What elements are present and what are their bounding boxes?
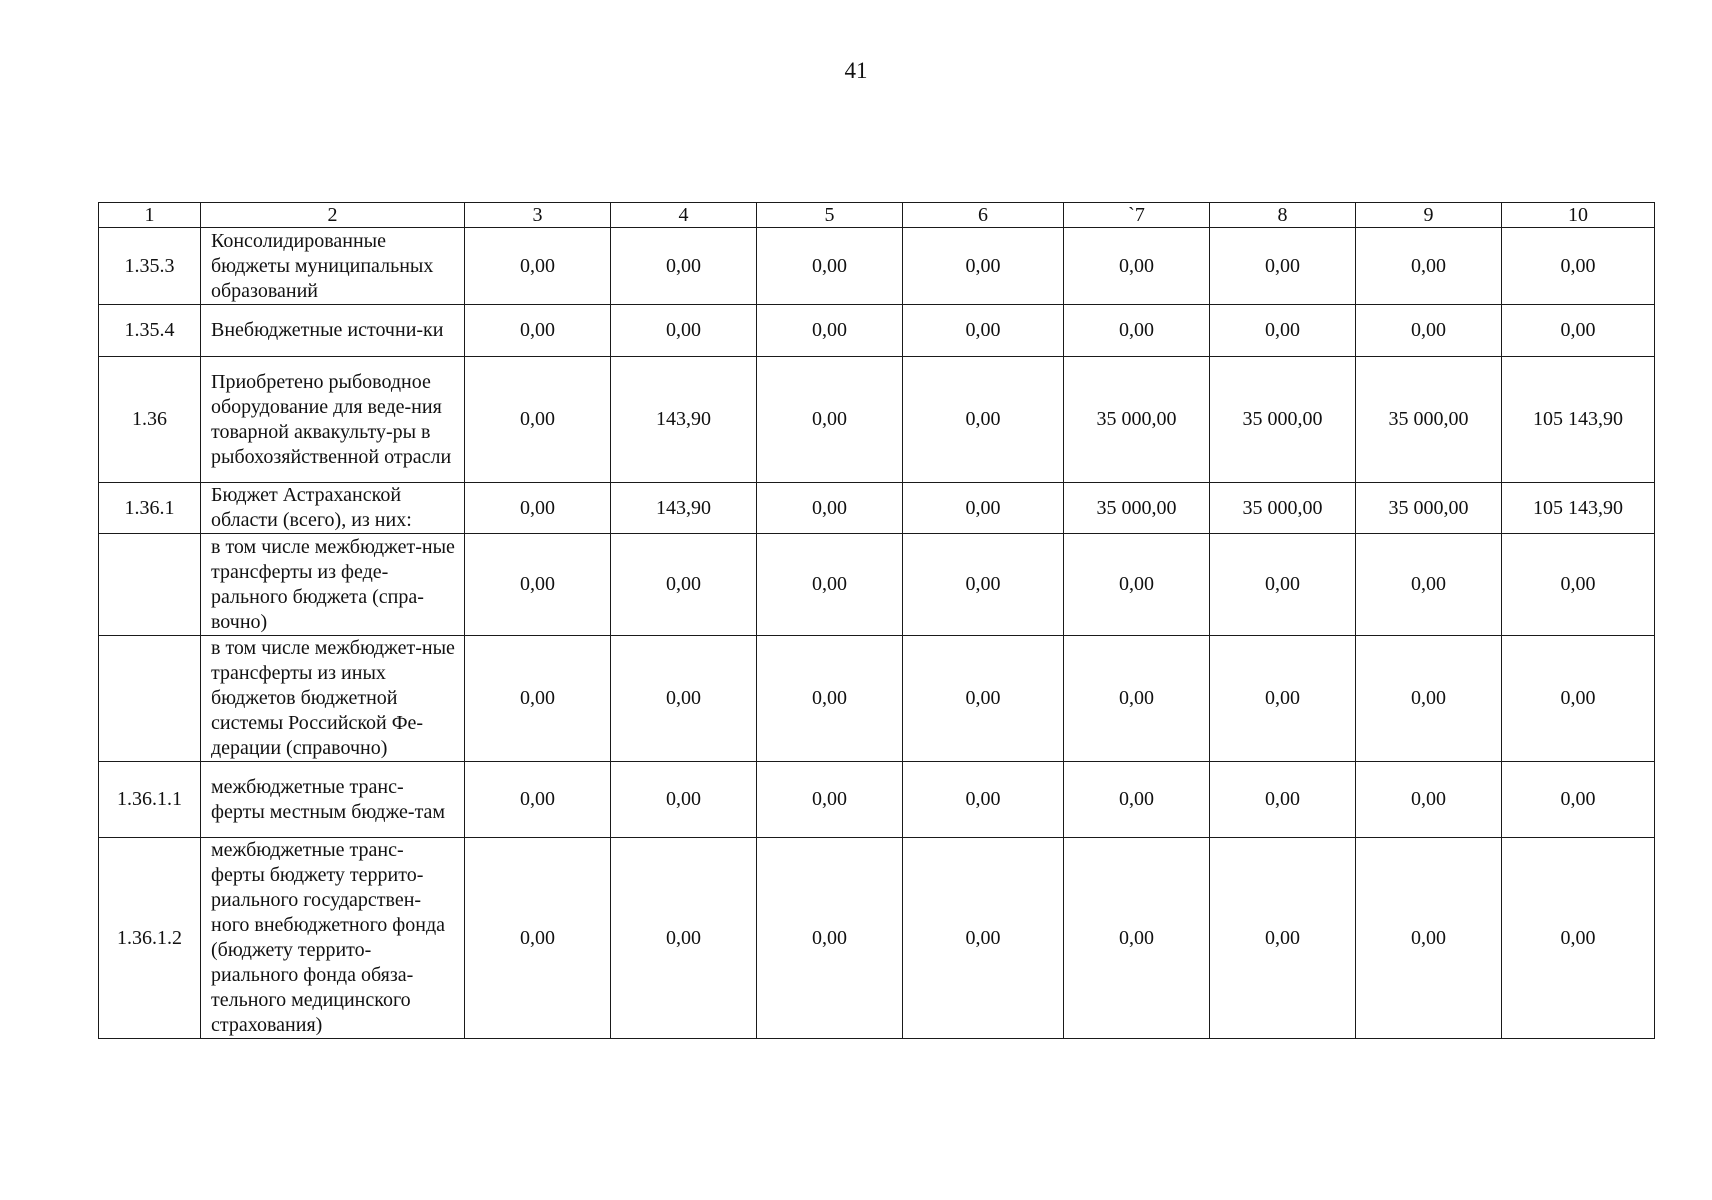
value-cell: 0,00: [1356, 838, 1502, 1039]
header-cell: 8: [1210, 203, 1356, 228]
table-row: [99, 534, 1655, 636]
header-cell: 5: [757, 203, 903, 228]
value-cell: 0,00: [465, 357, 611, 483]
value-cell: 0,00: [611, 636, 757, 762]
page-number: 41: [844, 58, 868, 83]
value-cell: 0,00: [1064, 305, 1210, 357]
row-name: Внебюджетные источни-ки: [201, 305, 465, 357]
value-cell: 0,00: [757, 636, 903, 762]
value-cell: 0,00: [611, 305, 757, 357]
value-cell: 35 000,00: [1064, 357, 1210, 483]
table-row: [99, 483, 1655, 534]
header-cell: 6: [903, 203, 1064, 228]
table-row: [99, 636, 1655, 762]
value-cell: 0,00: [465, 305, 611, 357]
header-cell: 10: [1502, 203, 1655, 228]
header-cell: 3: [465, 203, 611, 228]
value-cell: 0,00: [903, 305, 1064, 357]
value-cell: 0,00: [1064, 838, 1210, 1039]
table-row: [99, 305, 1655, 357]
header-cell: 1: [99, 203, 201, 228]
row-code: [99, 534, 201, 636]
value-cell: 0,00: [1502, 305, 1655, 357]
value-cell: 0,00: [465, 483, 611, 534]
value-cell: 0,00: [903, 762, 1064, 838]
value-cell: 0,00: [903, 357, 1064, 483]
value-cell: 0,00: [1502, 228, 1655, 305]
row-name: межбюджетные транс-ферты местным бюдже-там: [201, 762, 465, 838]
budget-table: [98, 202, 1655, 1039]
value-cell: 0,00: [1064, 534, 1210, 636]
value-cell: 0,00: [757, 228, 903, 305]
value-cell: 0,00: [757, 534, 903, 636]
value-cell: 143,90: [611, 357, 757, 483]
row-code: 1.36: [99, 357, 201, 483]
row-name: в том числе межбюджет-ные трансферты из иных бюджетов бюджетной системы Российской Фе-дерации (справочно): [201, 636, 465, 762]
table-header-row: [99, 203, 1655, 228]
value-cell: 0,00: [903, 636, 1064, 762]
value-cell: 0,00: [903, 838, 1064, 1039]
value-cell: 105 143,90: [1502, 483, 1655, 534]
row-code: [99, 636, 201, 762]
value-cell: 0,00: [903, 483, 1064, 534]
table-row: [99, 228, 1655, 305]
row-name: Бюджет Астраханской области (всего), из них:: [201, 483, 465, 534]
value-cell: 0,00: [1210, 305, 1356, 357]
value-cell: 0,00: [465, 228, 611, 305]
value-cell: 0,00: [757, 838, 903, 1039]
header-cell: 9: [1356, 203, 1502, 228]
value-cell: 0,00: [465, 534, 611, 636]
value-cell: 0,00: [1210, 534, 1356, 636]
value-cell: 0,00: [1064, 228, 1210, 305]
table-row: [99, 357, 1655, 483]
table-row: [99, 762, 1655, 838]
value-cell: 0,00: [1210, 228, 1356, 305]
value-cell: 0,00: [1356, 636, 1502, 762]
value-cell: 35 000,00: [1356, 483, 1502, 534]
value-cell: 0,00: [903, 228, 1064, 305]
row-name: Приобретено рыбоводное оборудование для веде-ния товарной аквакульту-ры в рыбохозяйственной отрасли: [201, 357, 465, 483]
value-cell: 0,00: [757, 305, 903, 357]
value-cell: 143,90: [611, 483, 757, 534]
value-cell: 0,00: [757, 357, 903, 483]
value-cell: 0,00: [1356, 534, 1502, 636]
value-cell: 35 000,00: [1064, 483, 1210, 534]
row-code: 1.35.4: [99, 305, 201, 357]
value-cell: 105 143,90: [1502, 357, 1655, 483]
value-cell: 0,00: [1502, 534, 1655, 636]
value-cell: 0,00: [465, 838, 611, 1039]
header-cell: 4: [611, 203, 757, 228]
value-cell: 0,00: [611, 534, 757, 636]
value-cell: 0,00: [1356, 305, 1502, 357]
value-cell: 0,00: [757, 483, 903, 534]
value-cell: 0,00: [1356, 762, 1502, 838]
value-cell: 0,00: [903, 534, 1064, 636]
value-cell: 0,00: [611, 762, 757, 838]
row-name: Консолидированные бюджеты муниципальных образований: [201, 228, 465, 305]
value-cell: 0,00: [1064, 636, 1210, 762]
value-cell: 35 000,00: [1210, 483, 1356, 534]
table-row: [99, 838, 1655, 1039]
value-cell: 0,00: [1210, 762, 1356, 838]
row-code: 1.36.1.2: [99, 838, 201, 1039]
value-cell: 0,00: [1210, 838, 1356, 1039]
value-cell: 0,00: [1502, 762, 1655, 838]
row-name: в том числе межбюджет-ные трансферты из феде-рального бюджета (спра-вочно): [201, 534, 465, 636]
row-code: 1.36.1: [99, 483, 201, 534]
value-cell: 0,00: [611, 838, 757, 1039]
value-cell: 0,00: [465, 636, 611, 762]
value-cell: 0,00: [1064, 762, 1210, 838]
value-cell: 0,00: [465, 762, 611, 838]
value-cell: 35 000,00: [1210, 357, 1356, 483]
value-cell: 0,00: [757, 762, 903, 838]
value-cell: 0,00: [1210, 636, 1356, 762]
row-name: межбюджетные транс-ферты бюджету террито-риального государствен-ного внебюджетного фонда (бюджету террито-риального фонда обяза-тельного медицинского страхования): [201, 838, 465, 1039]
header-cell: 2: [201, 203, 465, 228]
value-cell: 0,00: [1356, 228, 1502, 305]
header-cell: `7: [1064, 203, 1210, 228]
value-cell: 0,00: [611, 228, 757, 305]
value-cell: 0,00: [1502, 636, 1655, 762]
value-cell: 35 000,00: [1356, 357, 1502, 483]
row-code: 1.36.1.1: [99, 762, 201, 838]
value-cell: 0,00: [1502, 838, 1655, 1039]
row-code: 1.35.3: [99, 228, 201, 305]
